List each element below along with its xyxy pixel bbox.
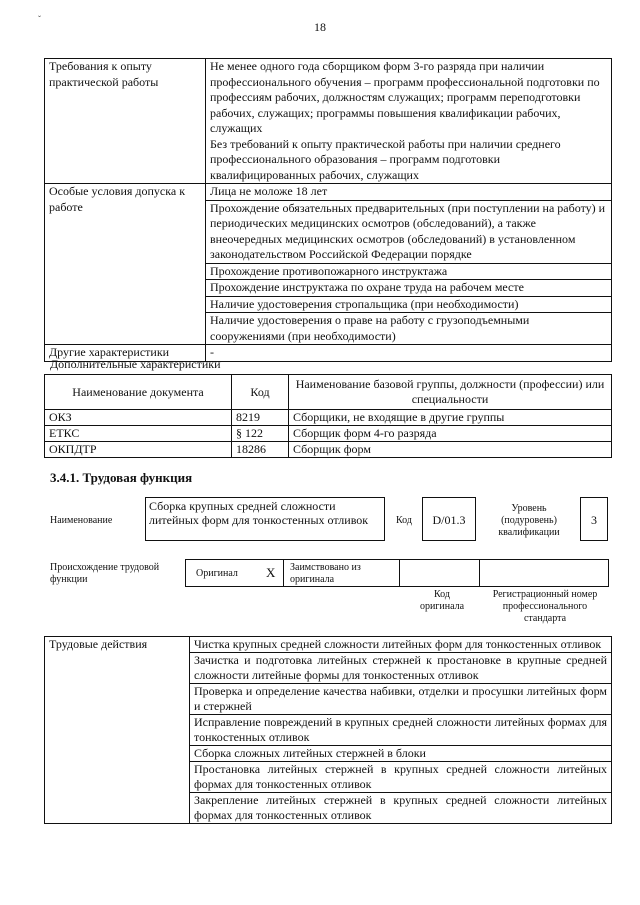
labor-action: Простановка литейных стержней в крупных средней сложности литейных формах для тонкостенных отливок [190, 762, 612, 793]
function-code-box [422, 497, 476, 541]
level-value: 3 [591, 513, 597, 527]
column-header: Наименование документа [45, 375, 232, 410]
table-cell: Сборщик форм [289, 442, 612, 458]
table-cell: ОКЗ [45, 410, 232, 426]
divider [479, 559, 480, 587]
table-cell: 8219 [232, 410, 289, 426]
corner-mark: ˇ [38, 14, 41, 24]
table-cell: Сборщик форм 4-го разряда [289, 426, 612, 442]
row-value: Прохождение обязательных предварительных (при поступлении на работу) и периодических медицинских осмотров (обследований), а также внеочередных медицинских осмотров (обследований) в установленном законодательством Российской Федерации порядке [206, 200, 612, 263]
function-name-box [145, 497, 385, 541]
row-value: Прохождение инструктажа по охране труда на рабочем месте [206, 280, 612, 297]
divider [399, 559, 400, 587]
row-label: Требования к опыту практической работы [45, 59, 206, 184]
labor-action: Сборка сложных литейных стержней в блоки [190, 746, 612, 762]
labor-action: Исправление повреждений в крупных средней сложности литейных формах для тонкостенных отливок [190, 715, 612, 746]
table-cell: Сборщики, не входящие в другие группы [289, 410, 612, 426]
column-header: Код [232, 375, 289, 410]
table-cell: § 122 [232, 426, 289, 442]
table-cell: ОКПДТР [45, 442, 232, 458]
level-box [580, 497, 608, 541]
requirements-table [44, 58, 612, 362]
function-code: D/01.3 [432, 513, 466, 527]
table-row [45, 410, 612, 426]
divider [283, 559, 284, 587]
reg-number-label: Регистрационный номер профессионального стандарта [492, 589, 598, 624]
row-value: Наличие удостоверения стропальщика (при необходимости) [206, 296, 612, 313]
page-number: 18 [314, 20, 326, 34]
level-label: Уровень (подуровень) квалификации [498, 503, 560, 538]
table-row [45, 442, 612, 458]
table-header-row [45, 375, 612, 410]
row-value: Прохождение противопожарного инструктажа [206, 263, 612, 280]
original-label: Оригинал [196, 568, 238, 579]
labor-actions-label: Трудовые действия [45, 637, 190, 824]
labor-actions-table [44, 636, 612, 824]
column-header: Наименование базовой группы, должности (профессии) или специальности [289, 375, 612, 410]
row-label: Другие характеристики [45, 345, 206, 362]
table-row [45, 637, 612, 653]
labor-action: Проверка и определение качества набивки, отделки и просушки литейных форм и стержней [190, 684, 612, 715]
row-value: Лица не моложе 18 лет [206, 184, 612, 201]
function-name: Сборка крупных средней сложности литейных форм для тонкостенных отливок [149, 499, 369, 527]
origin-label: Происхождение трудовой функции [50, 562, 160, 585]
function-header: 3.4.1. Трудовая функция [50, 470, 193, 485]
row-label: Особые условия допуска к работе [45, 184, 206, 345]
original-mark: X [266, 565, 276, 580]
table-cell: 18286 [232, 442, 289, 458]
row-value: Не менее одного года сборщиком форм 3-го разряда при наличии профессионального обучения – программ профессиональной подготовки по профессиям рабочих, должностям служащих; программ переподготовки рабочих, служащих; программы повышения квалификации рабочих, служащих Без требований к опыту практической работы при наличии среднего профессионального образования – программ подготовки квалифицированных рабочих, служащих [206, 59, 612, 184]
borrowed-label: Заимствовано из оригинала [290, 562, 361, 585]
table-row [45, 426, 612, 442]
labor-action: Зачистка и подготовка литейных стержней к простановке в крупные средней сложности литейные формы для тонкостенных отливок [190, 653, 612, 684]
labor-action: Закрепление литейных стержней в крупных средней сложности литейных формах для тонкостенных отливок [190, 793, 612, 824]
name-label: Наименование [50, 515, 113, 526]
code-label: Код [396, 515, 412, 526]
additional-title: Дополнительные характеристики [50, 357, 221, 371]
labor-action: Чистка крупных средней сложности литейных форм для тонкостенных отливок [190, 637, 612, 653]
row-value: - [206, 345, 612, 362]
table-row [45, 184, 612, 201]
row-value: Наличие удостоверения о праве на работу с грузоподъемными сооружениями (при необходимости) [206, 313, 612, 345]
table-cell: ЕТКС [45, 426, 232, 442]
origin-box [185, 559, 609, 587]
code-original-label: Код оригинала [419, 589, 465, 612]
table-row [45, 59, 612, 184]
additional-table [44, 374, 612, 458]
